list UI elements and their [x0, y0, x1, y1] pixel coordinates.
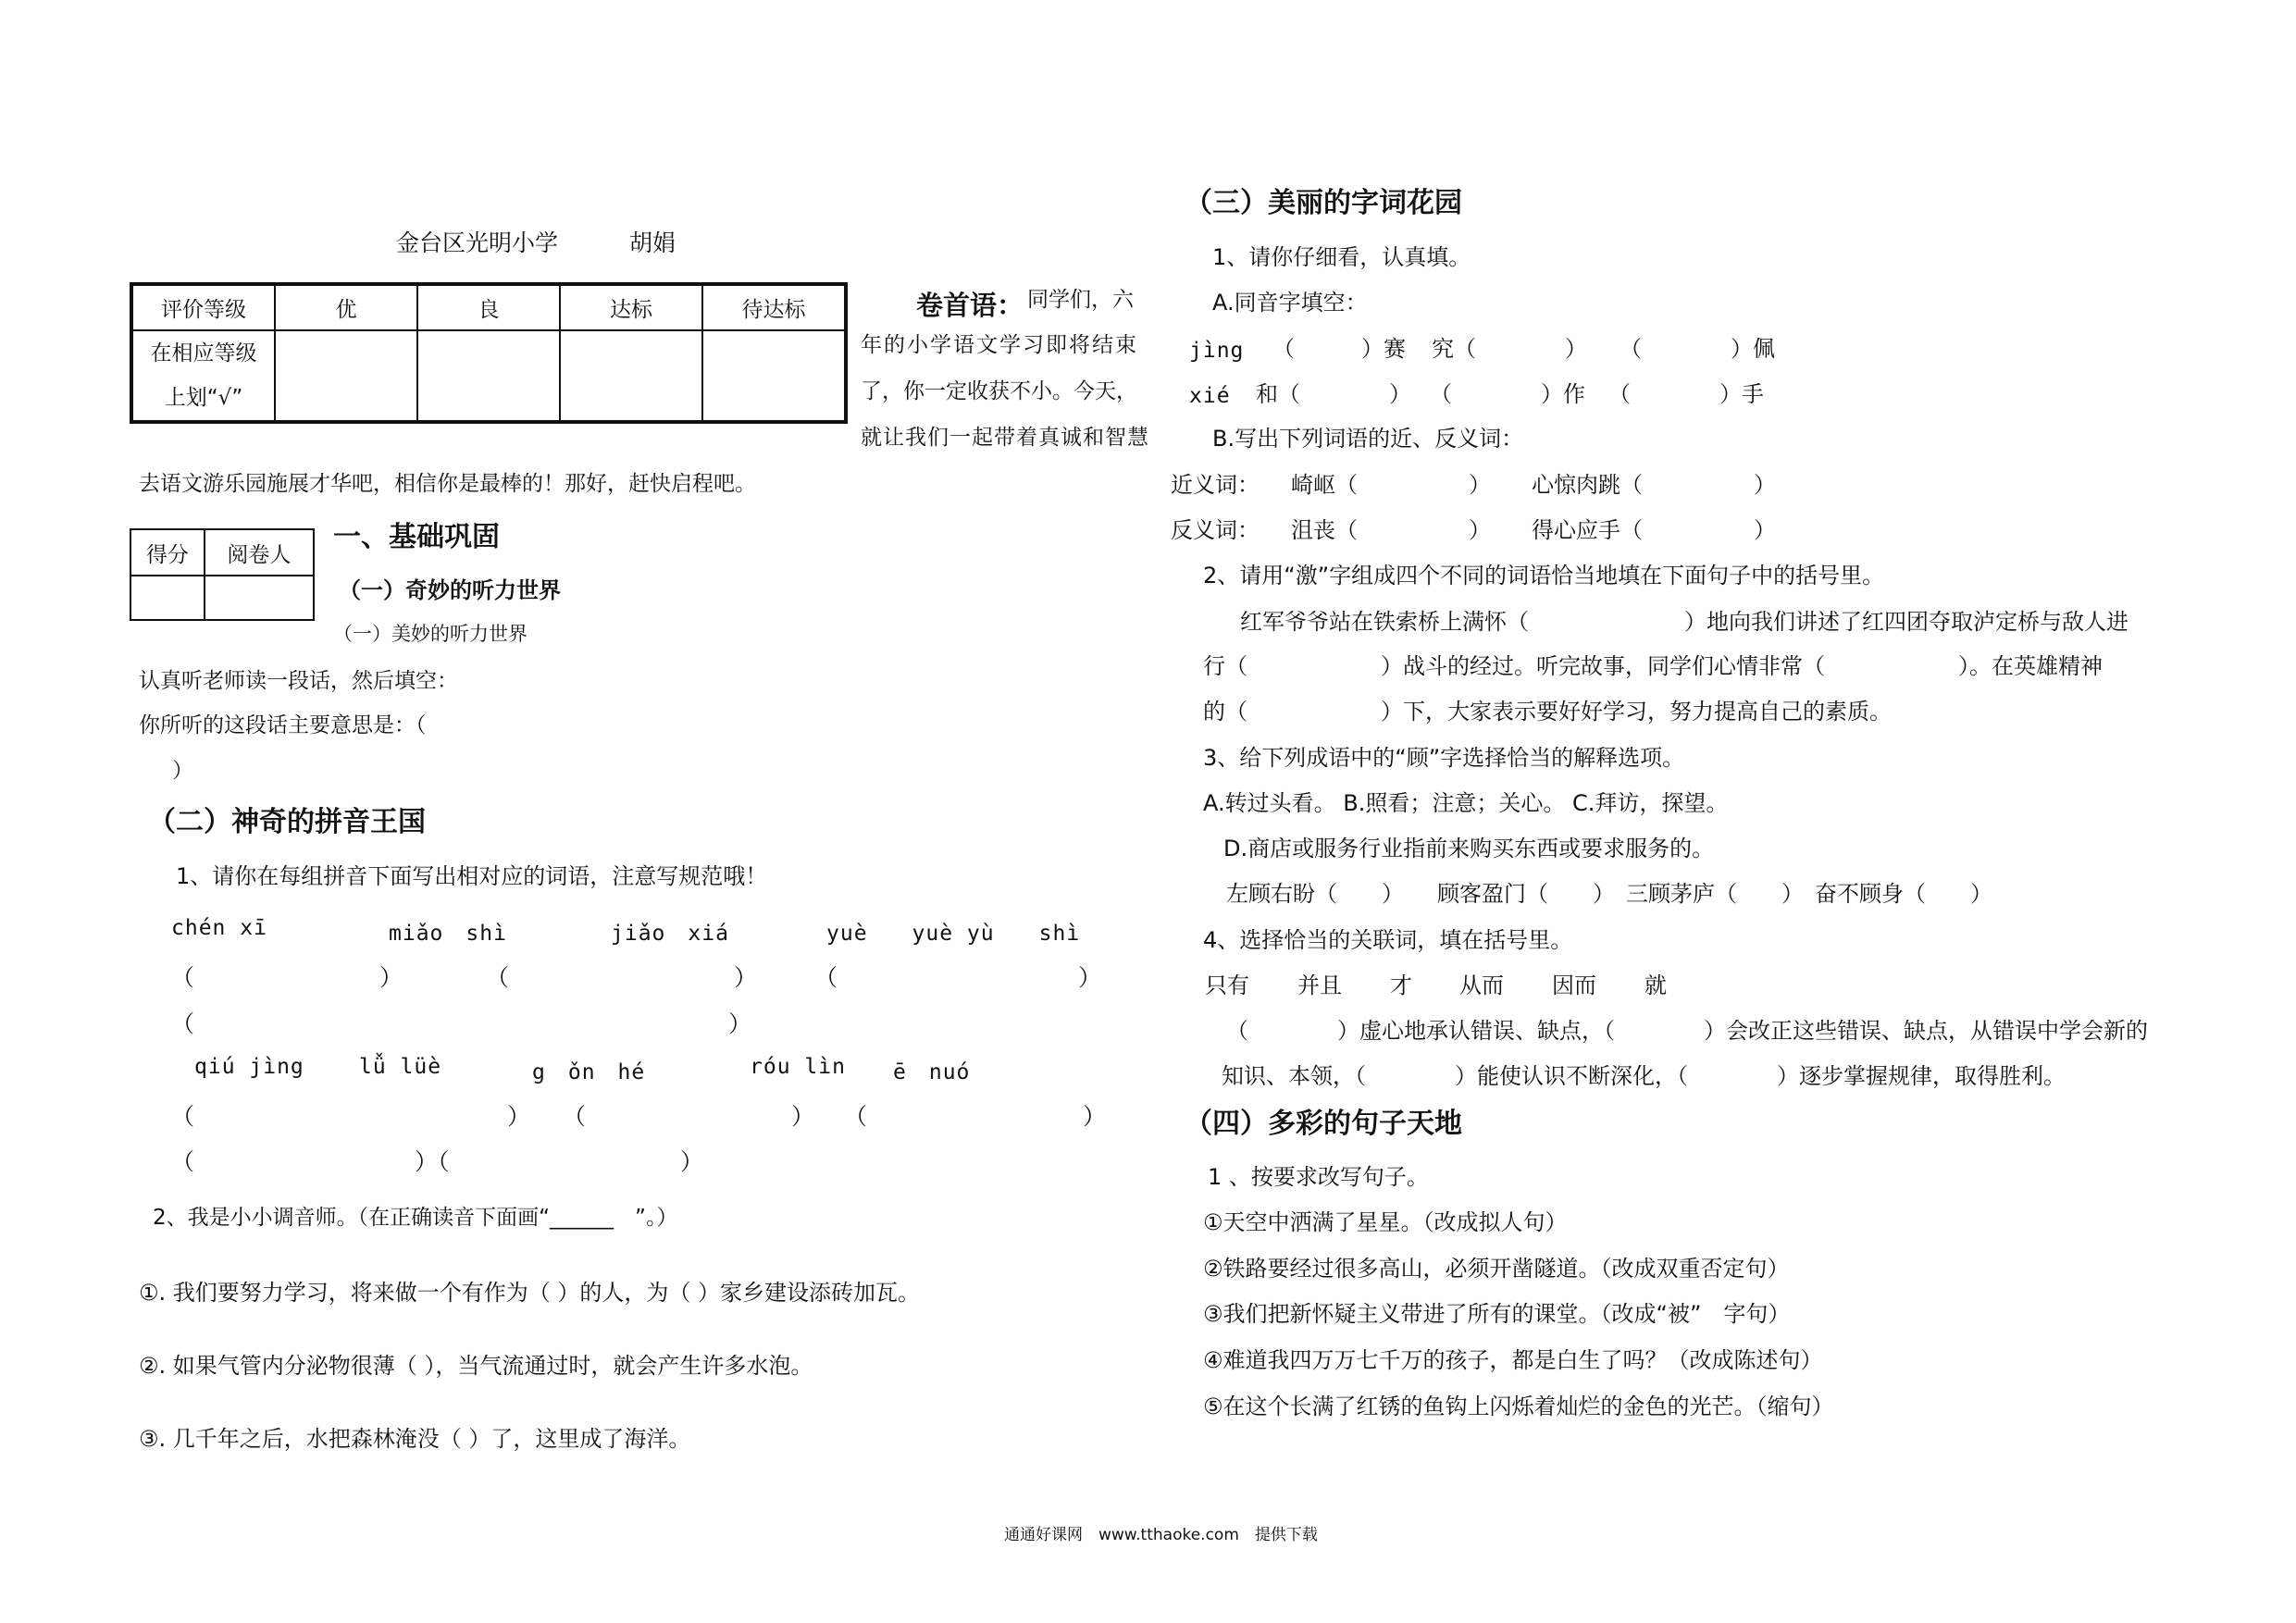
eval-header: 良 [417, 284, 560, 330]
grader-header: 阅卷人 [205, 529, 314, 576]
conjunction-word: 就 [1644, 973, 1667, 998]
answer-bracket: （ [171, 1010, 195, 1037]
part3-q4-line1: （ ）虚心地承认错误、缺点，（ ）会改正这些错误、缺点，从错误中学会新的 [1226, 1018, 2148, 1044]
part3-a-title: A.同音字填空： [1212, 290, 1368, 316]
score-table [130, 528, 315, 621]
part1-sub1-title: （一）奇妙的听力世界 [339, 577, 561, 603]
footer-credit: 通通好课网 www.tthaoke.com 提供下载 [1004, 1526, 1318, 1544]
part1-title: 一、基础巩固 [333, 521, 500, 553]
preface-title: 卷首语： [916, 290, 1024, 321]
answer-bracket: ） [1078, 964, 1102, 991]
answer-bracket: ） [791, 1103, 815, 1130]
part3-q1: 1、请你仔细看，认真填。 [1212, 244, 1471, 270]
answer-bracket: ） [680, 1148, 704, 1175]
conjunction-word: 并且 [1297, 973, 1342, 998]
preface-line3: 了，你一定收获不小。今天， [861, 379, 1137, 403]
score-cell[interactable] [130, 576, 205, 620]
jing-item: （ ）赛 [1272, 336, 1406, 362]
pinyin-item: róu lìn [750, 1055, 846, 1079]
part1-sub1-small: （一）美妙的听力世界 [333, 623, 527, 645]
pinyin-item: miǎo shì [389, 922, 507, 946]
answer-bracket: ） [728, 1010, 752, 1037]
part2-title: （二）神奇的拼音王国 [148, 806, 426, 838]
answer-bracket: ） [734, 964, 758, 991]
part2-sentence2: ②. 如果气管内分泌物很薄（ ），当气流通过时，就会产生许多水泡。 [139, 1353, 813, 1379]
listen-answer-close: ） [172, 759, 193, 783]
part3-q3: 3、给下列成语中的“顾”字选择恰当的解释选项。 [1203, 745, 1685, 771]
pinyin-jing: jìng [1189, 339, 1245, 363]
part3-title: （三）美丽的字词花园 [1185, 187, 1462, 219]
antonym-item: 得心应手（ ） [1532, 517, 1776, 543]
answer-bracket: （ [171, 1103, 195, 1130]
part3-q2-line3: 的（ ）下，大家表示要好好学习，努力提高自己的素质。 [1203, 699, 1892, 725]
evaluation-table [130, 282, 848, 424]
part4-title: （四）多彩的句子天地 [1185, 1108, 1462, 1140]
preface-line1: 同学们，六 [1027, 288, 1134, 312]
conjunction-word: 才 [1390, 973, 1412, 998]
part4-item: ④难道我四万万七千万的孩子，都是白生了吗？（改成陈述句） [1203, 1347, 1823, 1373]
part2-q2: 2、我是小小调音师。（在正确读音下面画“______ ”。） [153, 1206, 678, 1230]
part4-item: ⑤在这个长满了红锈的鱼钩上闪烁着灿烂的金色的光芒。（缩句） [1203, 1394, 1834, 1419]
part3-q2-line1: 红军爷爷站在铁索桥上满怀（ ）地向我们讲述了红四团夺取泸定桥与敌人进 [1240, 609, 2128, 635]
pinyin-item: lǚ lüè [359, 1055, 442, 1079]
eval-cell-good[interactable] [417, 330, 560, 422]
part3-q4-line2: 知识、本领，（ ）能使认识不断深化，（ ）逐步掌握规律，取得胜利。 [1222, 1063, 2066, 1089]
eval-header: 优 [275, 284, 417, 330]
answer-bracket: （ [486, 964, 510, 991]
part3-b-title: B.写出下列词语的近、反义词： [1212, 426, 1524, 452]
synonym-item: 崎岖（ ） [1291, 472, 1491, 498]
preface-line2: 年的小学语文学习即将结束 [861, 333, 1138, 357]
eval-cell-pending[interactable] [702, 330, 846, 422]
answer-bracket: （ [844, 1103, 868, 1130]
eval-header: 评价等级 [131, 284, 275, 330]
jing-item: 究（ ） [1432, 336, 1587, 362]
answer-bracket: ） [379, 964, 403, 991]
score-header: 得分 [130, 529, 205, 576]
school-name: 金台区光明小学 [396, 229, 559, 256]
listen-question: 你所听的这段话主要意思是：（ [139, 713, 427, 737]
eval-row-label-line1: 在相应等级 [150, 341, 257, 365]
synonym-label: 近义词： [1171, 472, 1260, 498]
part3-q2-line2: 行（ ）战斗的经过。听完故事，同学们心情非常（ ）。在英雄精神 [1203, 653, 2103, 679]
answer-bracket: （ [171, 964, 195, 991]
pinyin-item: chén xī [171, 916, 267, 940]
answer-bracket: （ [563, 1103, 587, 1130]
conjunction-word: 从而 [1459, 973, 1504, 998]
conjunction-word: 只有 [1205, 973, 1249, 998]
answer-bracket: （ [814, 964, 838, 991]
jing-item: （ ）佩 [1620, 336, 1775, 362]
xie-item: （ ）手 [1608, 381, 1764, 407]
xie-item: （ ）作 [1430, 381, 1585, 407]
part4-q1: 1 、按要求改写句子。 [1208, 1164, 1429, 1190]
antonym-item: 沮丧（ ） [1291, 517, 1491, 543]
pinyin-item: qiú jìng [194, 1055, 304, 1079]
part2-sentence1: ①. 我们要努力学习，将来做一个有作为（ ）的人，为（ ）家乡建设添砖加瓦。 [139, 1280, 921, 1306]
part4-item: ③我们把新怀疑主义带进了所有的课堂。（改成“被” 字句） [1203, 1301, 1791, 1327]
grader-cell[interactable] [205, 576, 314, 620]
part3-q2: 2、请用“激”字组成四个不同的词语恰当地填在下面句子中的括号里。 [1203, 563, 1885, 588]
eval-cell-excellent[interactable] [275, 330, 417, 422]
part3-q3-options: A.转过头看。 B.照看；注意；关心。 C.拜访，探望。 [1203, 790, 1729, 816]
preface-line5: 去语文游乐园施展才华吧，相信你是最棒的！那好，赶快启程吧。 [139, 472, 756, 496]
part2-q1: 1、请你在每组拼音下面写出相对应的词语，注意写规范哦！ [176, 863, 768, 889]
pinyin-xie: xié [1189, 384, 1231, 408]
listen-instruction: 认真听老师读一段话，然后填空： [139, 669, 458, 693]
eval-row-label-line2: 上划“√” [164, 386, 243, 410]
answer-bracket: ） [507, 1103, 531, 1130]
conjunction-word: 因而 [1552, 973, 1596, 998]
part3-q3-option-d: D.商店或服务行业指前来购买东西或要求服务的。 [1223, 836, 1715, 861]
answer-bracket: ） [1083, 1103, 1107, 1130]
eval-header: 待达标 [702, 284, 846, 330]
xie-item: 和（ ） [1256, 381, 1411, 407]
pinyin-item: ē nuó [893, 1060, 971, 1084]
synonym-item: 心惊肉跳（ ） [1532, 472, 1776, 498]
part3-q4: 4、选择恰当的关联词，填在括号里。 [1203, 927, 1573, 953]
part4-item: ①天空中洒满了星星。（改成拟人句） [1203, 1209, 1568, 1235]
antonym-label: 反义词： [1171, 517, 1260, 543]
eval-row-label [131, 330, 275, 422]
preface-line4: 就让我们一起带着真诚和智慧 [861, 426, 1149, 450]
author-name: 胡娟 [629, 229, 676, 256]
eval-header: 达标 [560, 284, 702, 330]
pinyin-item: g ǒn hé [532, 1060, 646, 1084]
eval-cell-pass[interactable] [560, 330, 702, 422]
part2-sentence3: ③. 几千年之后，水把森林淹没（ ）了，这里成了海洋。 [139, 1426, 691, 1452]
answer-bracket: （ [171, 1148, 195, 1175]
pinyin-item: yuè yuè yù shì [826, 922, 1081, 946]
answer-bracket: ）（ [415, 1148, 450, 1175]
part3-q3-items: 左顾右盼（ ） 顾客盈门（ ） 三顾茅庐（ ） 奋不顾身（ ） [1226, 881, 1992, 907]
pinyin-item: jiǎo xiá [611, 922, 729, 946]
part4-item: ②铁路要经过很多高山，必须开凿隧道。（改成双重否定句） [1203, 1256, 1790, 1282]
